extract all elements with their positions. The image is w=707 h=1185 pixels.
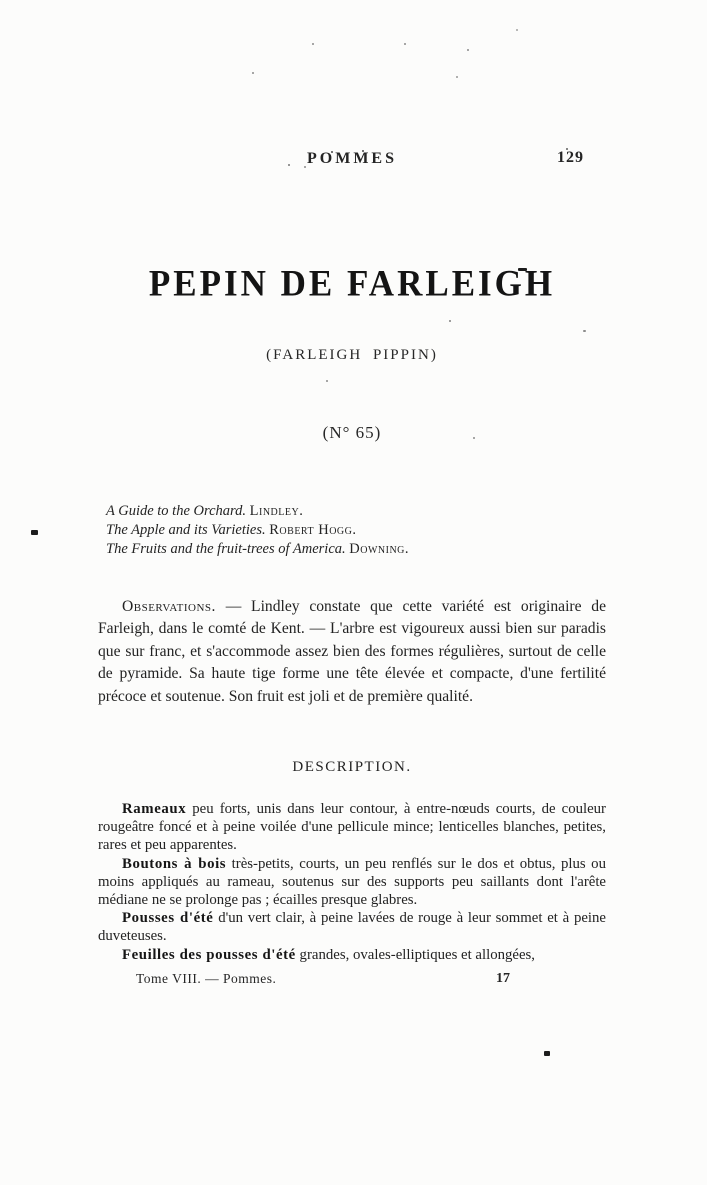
description-term: Boutons à bois — [122, 855, 227, 872]
description-paragraph-rameaux — [98, 800, 606, 855]
description-term: Pousses d'été — [122, 910, 214, 927]
scan-speck — [544, 1051, 550, 1056]
bibliography-entry — [106, 521, 614, 540]
page-number: 129 — [557, 149, 584, 166]
scan-speck — [31, 530, 38, 535]
bibliography-title: A Guide to the Orchard. — [106, 503, 247, 519]
observations-text: — Lindley constate que cette variété est originaire de Farleigh, dans le comté de Kent. — L'arbre est vigoureux aussi bien sur paradis que sur franc, et s'accommode assez bien des formes régulières, surtout de celle de pyramide. Sa haute tige forme une tête élevée et compacte, d'une fertilité précoce et soutenue. Son fruit est joli et de première qualité. — [98, 598, 606, 705]
chapter-title: PEPIN DE FARLEIGH — [148, 263, 556, 304]
scan-speck — [404, 43, 406, 45]
description-paragraph-boutons — [98, 855, 606, 910]
scan-speck — [456, 76, 458, 78]
scan-speck — [516, 29, 518, 31]
volume-signature: Tome VIII. — Pommes. — [136, 971, 277, 986]
bibliography-author: Lindley. — [249, 503, 304, 519]
chapter-subtitle: (FARLEIGH PIPPIN) — [266, 347, 438, 363]
observations-label: Observations. — [122, 598, 216, 615]
description-text: peu forts, unis dans leur contour, à entre-nœuds courts, de couleur rougeâtre foncé et à peine voilée d'une pellicule mince; lenticelles blanches, petites, rares et peu apparentes. — [98, 801, 606, 854]
bibliography-author: Robert Hogg. — [269, 522, 357, 538]
description-paragraph-feuilles — [98, 946, 606, 964]
running-title: POMMES — [307, 150, 397, 167]
description-heading: DESCRIPTION. — [292, 759, 412, 775]
description-section — [98, 800, 606, 964]
variety-number: (N° 65) — [322, 423, 382, 442]
bibliography-entry — [106, 540, 614, 559]
scan-speck — [252, 72, 254, 74]
description-term: Feuilles des pousses d'été — [122, 946, 296, 963]
bibliography-author: Downing. — [349, 541, 410, 557]
observations-paragraph — [98, 596, 606, 708]
bibliography-list — [98, 502, 614, 559]
bibliography-title: The Fruits and the fruit-trees of America. — [106, 541, 346, 557]
scan-speck — [449, 320, 451, 322]
bibliography-entry — [106, 502, 614, 521]
scan-speck — [312, 43, 314, 45]
description-text: grandes, ovales-elliptiques et allongées, — [295, 946, 536, 963]
description-text: très-petits, courts, un peu renflés sur le dos et obtus, plus ou moins appliqués au rameau, soutenus sur des supports peu saillants dont l'arête médiane ne se prolonge pas ; écailles presque glabres. — [98, 855, 606, 909]
running-head — [98, 150, 606, 168]
description-text: d'un vert clair, à peine lavées de rouge à leur sommet et à peine duveteuses. — [98, 910, 606, 945]
scan-speck — [467, 49, 469, 51]
description-term: Rameaux — [122, 801, 187, 817]
gathering-number: 17 — [496, 971, 510, 986]
scan-speck — [326, 380, 328, 382]
bibliography-title: The Apple and its Varieties. — [106, 522, 266, 538]
scan-speck — [583, 330, 586, 332]
description-paragraph-pousses — [98, 909, 606, 945]
